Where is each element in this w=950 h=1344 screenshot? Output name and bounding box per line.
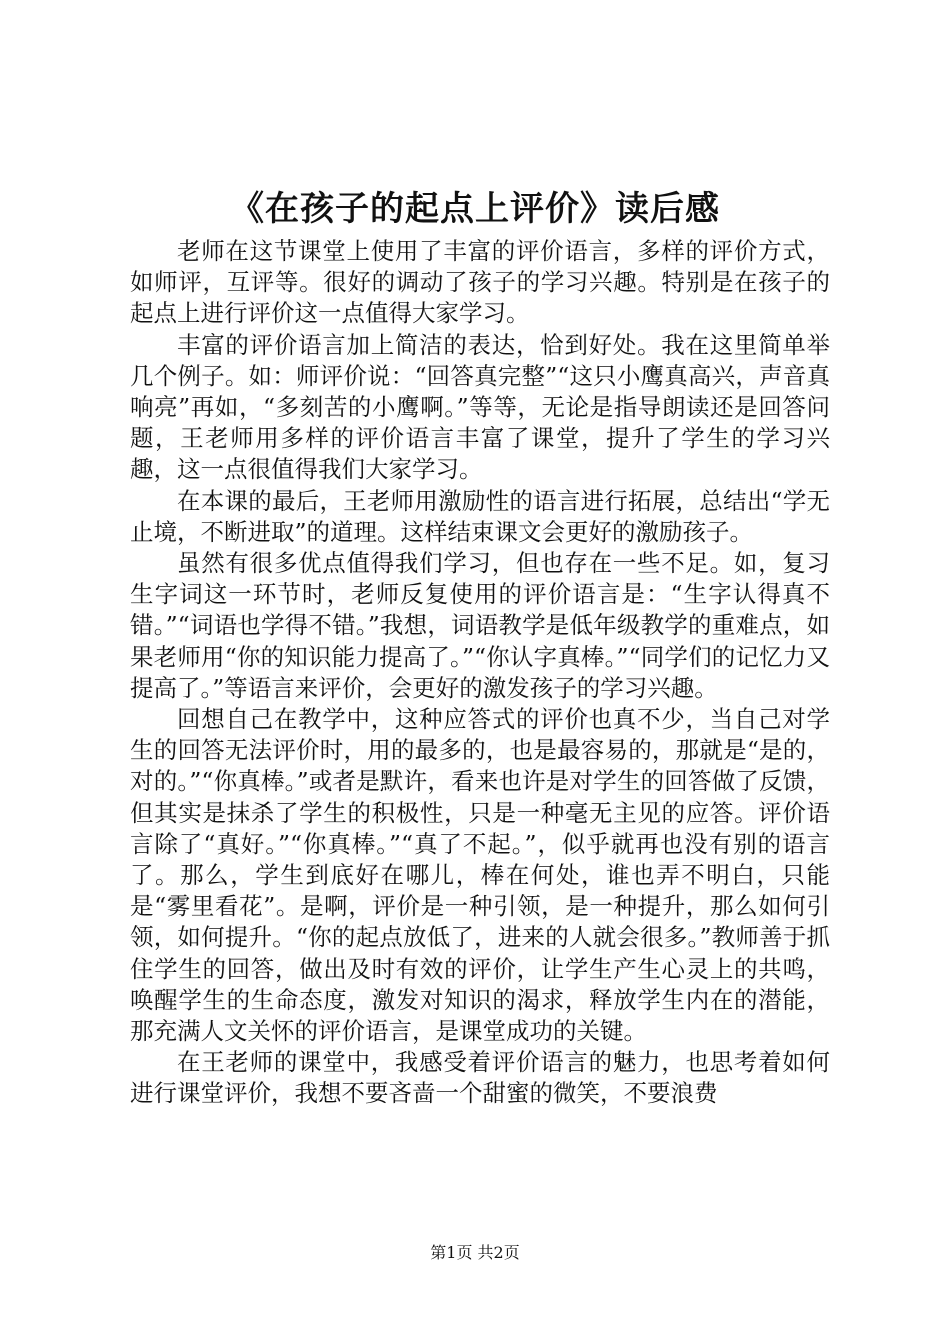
document-body [130, 236, 830, 1110]
page-number-footer: 第1页 共2页 [430, 1243, 520, 1262]
document-title: 《在孩子的起点上评价》读后感 [230, 189, 720, 229]
paragraph: 回想自己在教学中，这种应答式的评价也真不少，当自己对学生的回答无法评价时，用的最多的，也是最容易的，那就是“是的，对的。”“你真棒。”或者是默许，看来也许是对学生的回答做了反馈，但其实是抹杀了学生的积极性，只是一种毫无主见的应答。评价语言除了“真好。”“你真棒。”“真了不起。”，似乎就再也没有别的语言了。那么，学生到底好在哪儿，棒在何处，谁也弄不明白，只能是“雾里看花”。是啊，评价是一种引领，是一种提升，那么如何引领，如何提升。“你的起点放低了，进来的人就会很多。”教师善于抓住学生的回答，做出及时有效的评价，让学生产生心灵上的共鸣，唤醒学生的生命态度，激发对知识的渴求，释放学生内在的潜能，那充满人文关怀的评价语言，是课堂成功的关键。 [130, 705, 830, 1046]
paragraph: 丰富的评价语言加上简洁的表达，恰到好处。我在这里简单举几个例子。如：师评价说：“回答真完整”“这只小鹰真高兴，声音真响亮”再如，“多刻苦的小鹰啊。”等等，无论是指导朗读还是回答问题，王老师用多样的评价语言丰富了课堂，提升了学生的学习兴趣，这一点很值得我们大家学习。 [130, 330, 830, 484]
paragraph: 虽然有很多优点值得我们学习，但也存在一些不足。如，复习生字词这一环节时，老师反复使用的评价语言是：“生字认得真不错。”“词语也学得不错。”我想，词语教学是低年级教学的重难点，如果老师用“你的知识能力提高了。”“你认字真棒。”“同学们的记忆力又提高了。”等语言来评价，会更好的激发孩子的学习兴趣。 [130, 549, 830, 702]
paragraph: 老师在这节课堂上使用了丰富的评价语言，多样的评价方式，如师评，互评等。很好的调动了孩子的学习兴趣。特别是在孩子的起点上进行评价这一点值得大家学习。 [130, 237, 830, 328]
paragraph: 在王老师的课堂中，我感受着评价语言的魅力，也思考着如何进行课堂评价，我想不要吝啬一个甜蜜的微笑，不要浪费 [130, 1048, 830, 1108]
paragraph: 在本课的最后，王老师用激励性的语言进行拓展，总结出“学无止境，不断进取”的道理。这样结束课文会更好的激励孩子。 [130, 486, 830, 546]
